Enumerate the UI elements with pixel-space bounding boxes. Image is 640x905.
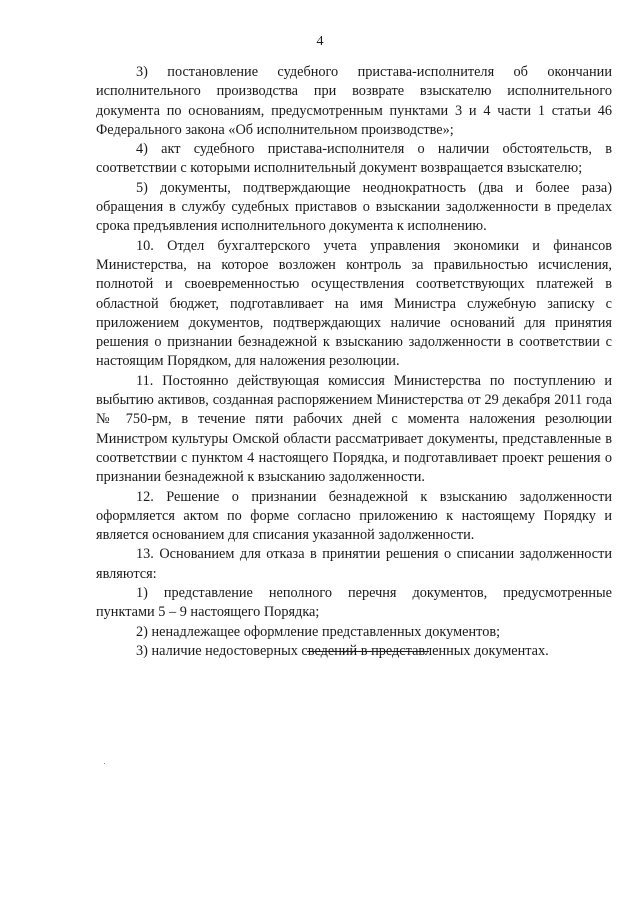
paragraph-11-commission: 11. Постоянно действующая комиссия Министерства по поступлению и выбытию активов, созданная распоряжением Министерства от 29 декабря 2011 года № 750-рм, в течение пяти рабочих дней с момента наложения резолюции Министром культуры Омской области рассматривает документы, представленные в соответствии с пунктом 4 настоящего Порядка, и подготавливает проект решения о признании безнадежной к взысканию задолженности. [96, 372, 612, 486]
paragraph-item-5-documents: 5) документы, подтверждающие неоднократность (два и более раза) обращения в службу судебных приставов о взыскании задолженности в пределах срока предъявления исполнительного документа к исполнению. [96, 179, 612, 235]
document-body [96, 63, 612, 661]
scan-speck [104, 763, 105, 764]
refusal-ground-2: 2) ненадлежащее оформление представленных документов; [136, 623, 501, 640]
end-divider-line [307, 651, 429, 652]
paragraph-item-4-act: 4) акт судебного пристава-исполнителя о наличии обстоятельств, в соответствии с которыми исполнительный документ возвращается взыскателю; [96, 141, 612, 177]
paragraph-13-refusal-grounds: 13. Основанием для отказа в принятии решения о списании задолженности являются: [96, 546, 612, 582]
paragraph-12-decision: 12. Решение о признании безнадежной к взысканию задолженности оформляется актом по форме согласно приложению к настоящему Порядку и является основанием для списания указанной задолженности. [96, 488, 612, 544]
paragraph-item-3-resolution: 3) постановление судебного пристава-исполнителя об окончании исполнительного производства при возврате взыскателю исполнительного документа по основаниям, предусмотренным пунктами 3 и 4 части 1 статьи 46 Федерального закона «Об исполнительном производстве»; [96, 64, 612, 138]
paragraph-10-accounting: 10. Отдел бухгалтерского учета управления экономики и финансов Министерства, на которое возложен контроль за правильностью исчисления, полнотой и своевременностью осуществления соответствующих платежей в областной бюджет, подготавливает на имя Министра служебную записку с приложением документов, подтверждающих наличие оснований для принятия решения о признании безнадежной к взысканию задолженности в соответствии с настоящим Порядком, для наложения резолюции. [96, 237, 612, 370]
refusal-ground-1: 1) представление неполного перечня документов, предусмотренные пунктами 5 – 9 настоящего Порядка; [96, 585, 612, 621]
page-number: 4 [316, 34, 324, 49]
refusal-ground-3: 3) наличие недостоверных сведений в представленных документах. [136, 642, 549, 659]
